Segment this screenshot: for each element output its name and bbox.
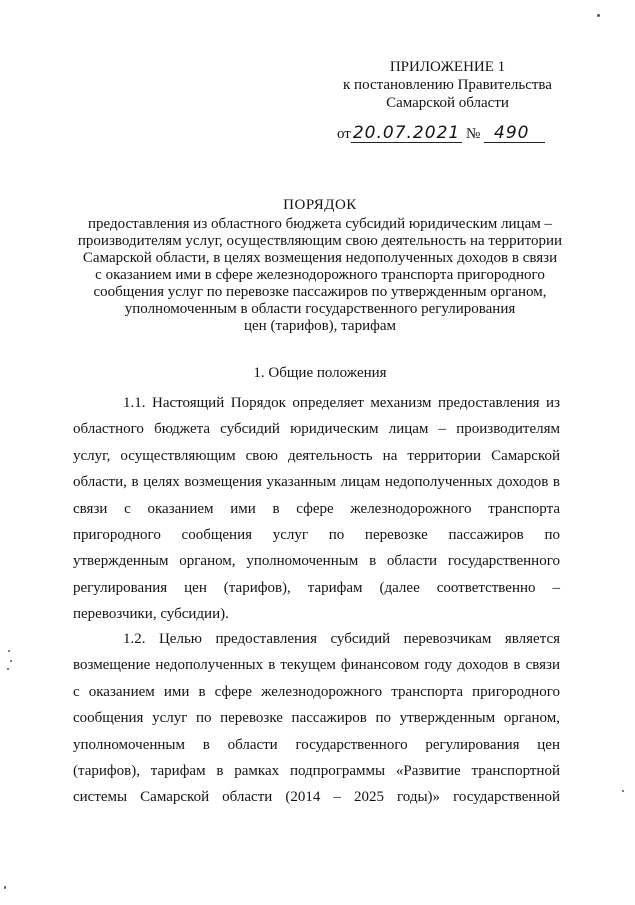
number-value: 490: [484, 124, 545, 143]
attachment-line: Самарской области: [386, 95, 509, 111]
subtitle-line: цен (тарифов), тарифам: [244, 318, 396, 334]
paragraph-line: регулирования цен (тарифов), тарифам (далее соответственно –: [73, 579, 560, 596]
paragraph-line: возмещение недополученных в текущем финансовом году доходов в связи: [73, 657, 560, 674]
document-title: ПОРЯДОК: [283, 197, 357, 213]
paragraph-line: областного бюджета субсидий юридическим лицам – производителям: [73, 421, 560, 438]
paragraph-line: области, в целях возмещения указанным лицам недополученных доходов в: [73, 474, 560, 491]
scan-speck: [7, 668, 9, 670]
date-number-line: [337, 124, 567, 150]
subtitle-line: Самарской области, в целях возмещения недополученных доходов в связи: [82, 250, 558, 266]
attachment-title: ПРИЛОЖЕНИЕ 1: [389, 59, 506, 75]
scan-speck: [4, 886, 6, 889]
scan-speck: [8, 650, 10, 652]
subtitle-line: уполномоченным в области государственного регулирования: [124, 301, 516, 317]
paragraph-line: с оказанием ими в сфере железнодорожного транспорта пригородного: [73, 683, 560, 700]
number-label: №: [465, 126, 481, 142]
document-subtitle: [60, 216, 580, 335]
date-value: 20.07.2021: [352, 123, 461, 143]
paragraph-line: связи с оказанием ими в сфере железнодорожного транспорта: [73, 500, 560, 517]
paragraph-1-2: [73, 626, 560, 811]
scan-speck: [10, 660, 12, 662]
subtitle-line: производителям услуг, осуществляющим свою деятельность на территории: [77, 233, 563, 249]
paragraph-line: утвержденным органом, уполномоченным в области государственного: [73, 553, 560, 570]
section-title: 1. Общие положения: [253, 365, 387, 381]
paragraph-line: 1.1. Настоящий Порядок определяет механизм предоставления из: [123, 395, 560, 411]
paragraph-line: перевозчики, субсидии).: [73, 606, 229, 623]
paragraph-1-1: [73, 390, 560, 628]
subtitle-line: предоставления из областного бюджета субсидий юридическим лицам –: [88, 216, 552, 232]
date-prefix: от: [337, 126, 351, 142]
scan-speck: [622, 790, 624, 792]
paragraph-line: системы Самарской области (2014 – 2025 годы)» государственной: [73, 789, 560, 806]
paragraph-line: услуг, осуществляющим свою деятельность на территории Самарской: [73, 447, 560, 464]
paragraph-line: уполномоченным в области государственного регулирования цен: [73, 736, 560, 753]
paragraph-line: (тарифов), тарифам в рамках подпрограммы «Развитие транспортной: [73, 763, 560, 780]
attachment-block: [335, 58, 560, 112]
subtitle-line: сообщения услуг по перевозке пассажиров по утвержденным органом,: [93, 284, 547, 300]
attachment-line: к постановлению Правительства: [343, 77, 552, 93]
paragraph-line: сообщения услуг по перевозке пассажиров по утвержденным органом,: [73, 710, 560, 727]
scan-speck: [597, 14, 600, 17]
subtitle-line: с оказанием ими в сфере железнодорожного транспорта пригородного: [95, 267, 545, 283]
paragraph-line: пригородного сообщения услуг по перевозке пассажиров по: [73, 527, 560, 544]
paragraph-line: 1.2. Целью предоставления субсидий перевозчикам является: [123, 631, 560, 647]
